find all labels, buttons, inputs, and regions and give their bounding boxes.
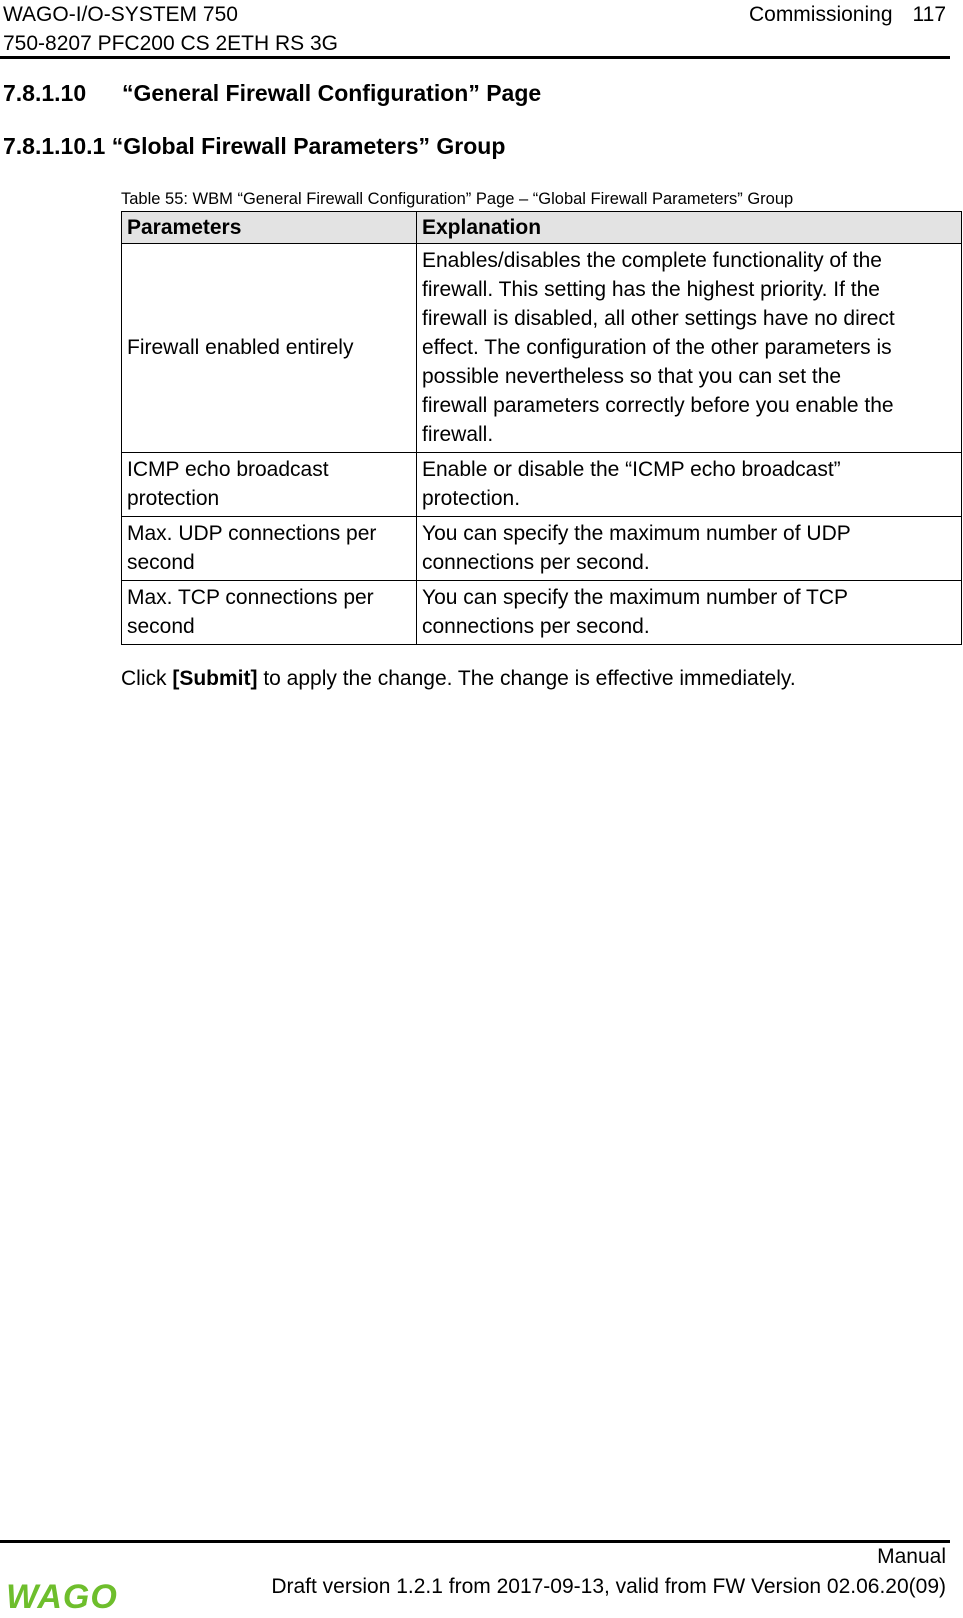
- cell-line: connections per second.: [422, 615, 650, 638]
- cell-line: protection.: [422, 487, 521, 510]
- cell-line: protection: [127, 487, 220, 510]
- explanation-cell: [417, 453, 962, 517]
- table-header-row: [122, 212, 962, 244]
- instruction-text-after: to apply the change. The change is effective immediately.: [257, 667, 796, 690]
- footer-divider: [0, 1540, 950, 1543]
- parameter-cell: [122, 581, 417, 645]
- section-number: 7.8.1.10: [3, 80, 87, 106]
- explanation-cell: [417, 517, 962, 581]
- cell-line: connections per second.: [422, 551, 650, 574]
- header-page-number: 117: [912, 3, 946, 26]
- cell-line: Enable or disable the “ICMP echo broadcast”: [422, 458, 841, 481]
- explanation-cell: [417, 581, 962, 645]
- table-row: [122, 517, 962, 581]
- cell-line: You can specify the maximum number of TCP: [422, 586, 849, 609]
- header-left: [3, 0, 338, 58]
- subsection-title: “Global Firewall Parameters” Group: [111, 133, 506, 159]
- column-header-explanation: Explanation: [417, 212, 962, 244]
- cell-line: second: [127, 615, 195, 638]
- instruction-text-before: Click: [121, 667, 173, 690]
- table-caption: Table 55: WBM “General Firewall Configuration” Page – “Global Firewall Parameters” Group: [121, 190, 794, 208]
- parameter-cell: [122, 517, 417, 581]
- table-row: [122, 244, 962, 453]
- header-product-title: WAGO-I/O-SYSTEM 750: [3, 3, 238, 26]
- table-row: [122, 453, 962, 517]
- cell-line: ICMP echo broadcast: [127, 458, 329, 481]
- instruction-paragraph: [121, 664, 796, 693]
- cell-line: Max. TCP connections per: [127, 586, 374, 609]
- explanation-cell: [417, 244, 962, 453]
- wago-logo: [2, 1576, 122, 1616]
- footer-doc-type: Manual: [877, 1545, 946, 1568]
- footer-draft-info: Draft version 1.2.1 from 2017-09-13, valid from FW Version 02.06.20(09): [271, 1575, 946, 1598]
- cell-line: firewall is disabled, all other settings have no direct: [422, 307, 895, 330]
- table-row: [122, 581, 962, 645]
- cell-line: firewall parameters correctly before you enable the: [422, 394, 894, 417]
- cell-line: firewall. This setting has the highest priority. If the: [422, 278, 880, 301]
- parameter-cell: [122, 453, 417, 517]
- section-heading: [3, 79, 541, 107]
- cell-line: You can specify the maximum number of UDP: [422, 522, 851, 545]
- parameter-cell: [122, 244, 417, 453]
- submit-button-reference: [Submit]: [172, 667, 258, 690]
- cell-line: Enables/disables the complete functionality of the: [422, 249, 882, 272]
- header-chapter: Commissioning: [748, 3, 893, 26]
- wago-logo-text: WAGO: [6, 1578, 118, 1616]
- subsection-number: 7.8.1.10.1: [3, 133, 106, 159]
- cell-line: second: [127, 551, 195, 574]
- column-header-parameters: Parameters: [122, 212, 417, 244]
- subsection-heading: [3, 132, 505, 160]
- header-product-model: 750-8207 PFC200 CS 2ETH RS 3G: [3, 32, 338, 55]
- header-divider: [0, 56, 950, 59]
- cell-line: effect. The configuration of the other parameters is: [422, 336, 892, 359]
- parameters-table: [121, 211, 962, 645]
- cell-line: possible nevertheless so that you can set the: [422, 365, 842, 388]
- section-title: “General Firewall Configuration” Page: [122, 80, 542, 106]
- cell-line: Max. UDP connections per: [127, 522, 377, 545]
- header-right: [749, 0, 946, 29]
- cell-line: Firewall enabled entirely: [127, 336, 354, 359]
- cell-line: firewall.: [422, 423, 494, 446]
